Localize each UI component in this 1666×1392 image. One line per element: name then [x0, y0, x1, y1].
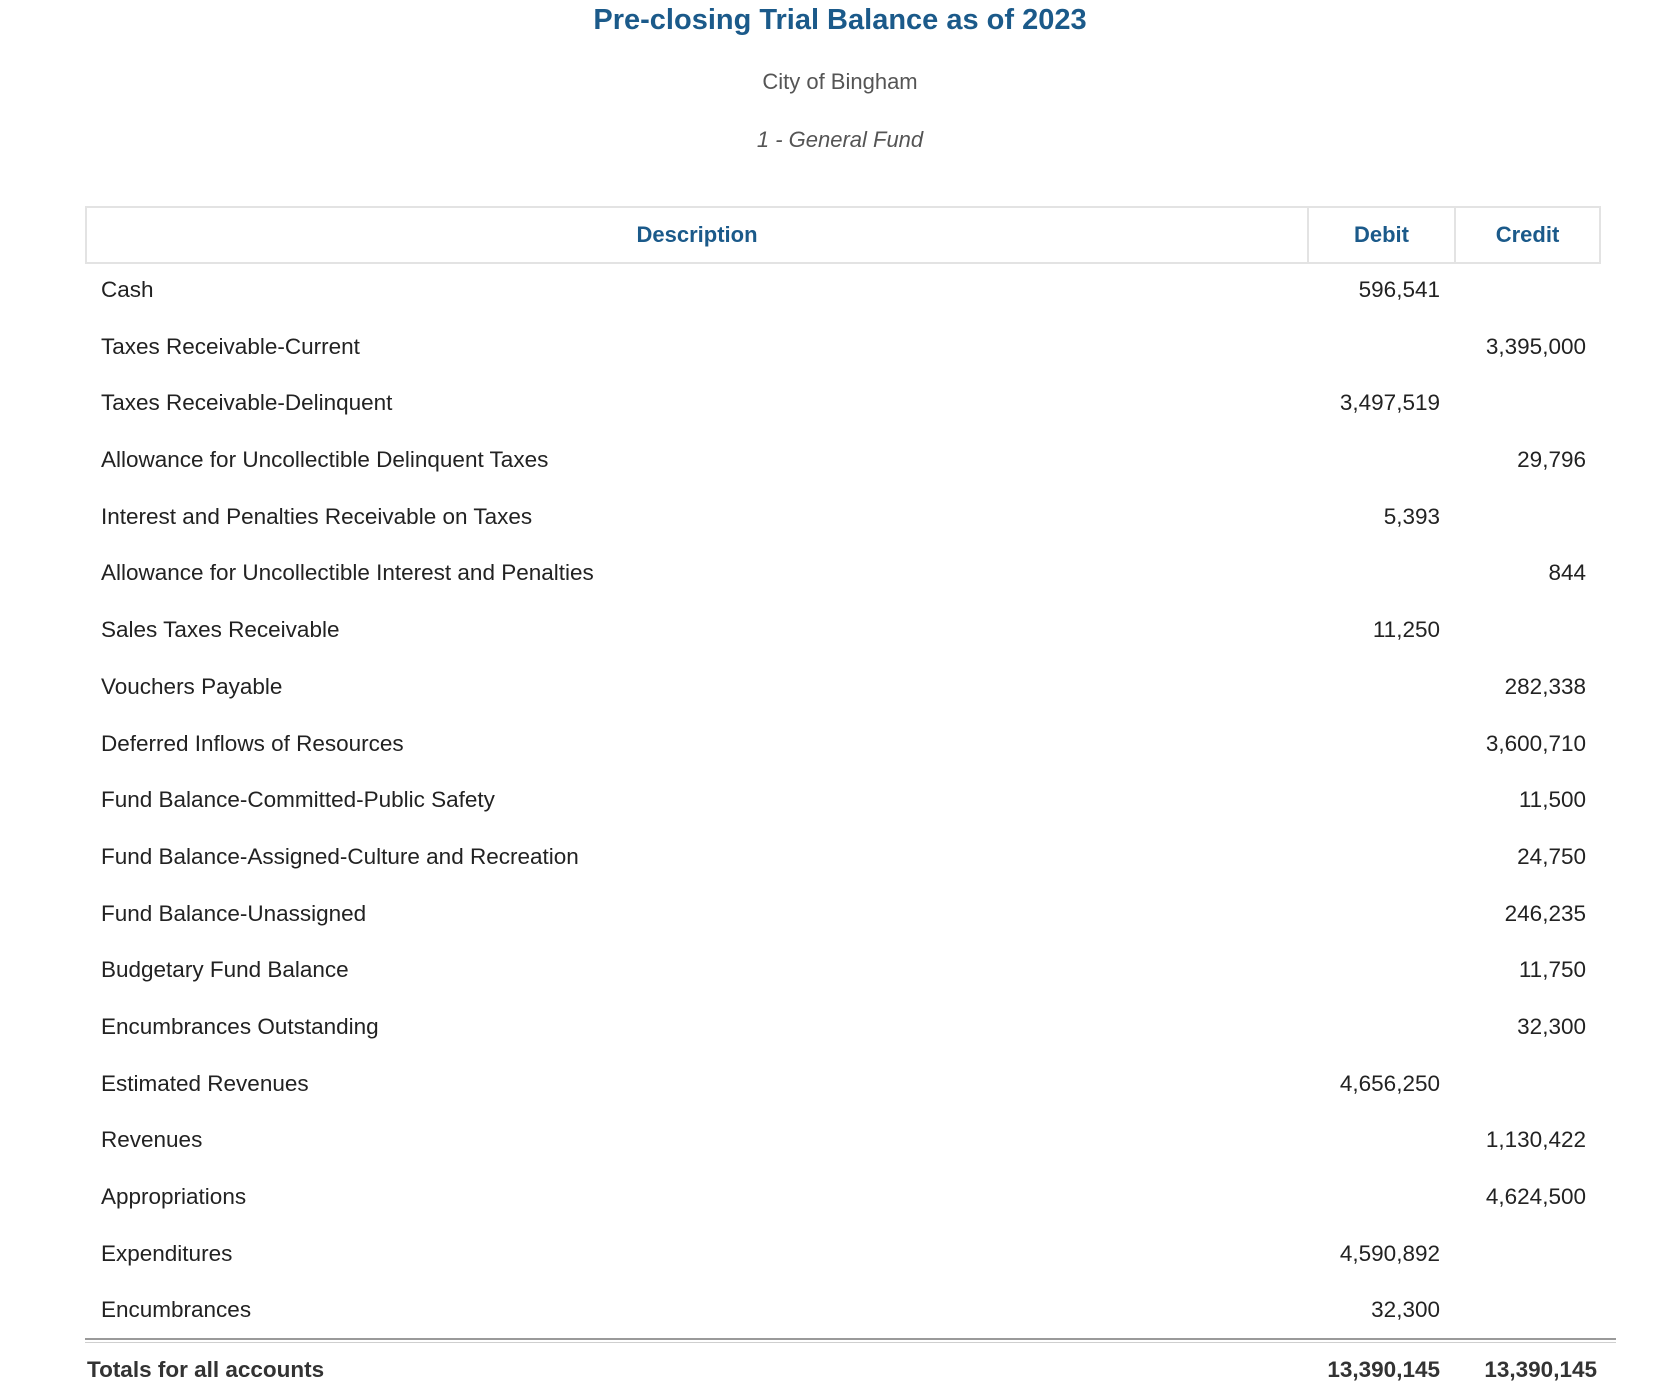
account-description: Encumbrances: [101, 1297, 252, 1323]
total-debit: 13,390,145: [1327, 1357, 1440, 1382]
credit-amount: 11,500: [1518, 787, 1586, 813]
totals-label: Totals for all accounts: [87, 1357, 325, 1382]
account-description: Fund Balance-Assigned-Culture and Recreation: [101, 843, 579, 869]
credit-amount: 246,235: [1504, 900, 1586, 926]
fund-name: 1 - General Fund: [756, 127, 924, 152]
account-description: Deferred Inflows of Resources: [101, 730, 404, 756]
table-row: [85, 432, 1601, 489]
table-row: [85, 1056, 1601, 1113]
table-row: [85, 829, 1601, 886]
credit-amount: 3,395,000: [1485, 333, 1586, 359]
account-description: Allowance for Uncollectible Delinquent Taxes: [101, 447, 549, 473]
table-body: [85, 262, 1601, 1339]
debit-amount: 3,497,519: [1339, 390, 1440, 416]
column-header-description[interactable]: Description: [87, 208, 1309, 262]
account-description: Revenues: [101, 1127, 203, 1153]
account-description: Sales Taxes Receivable: [101, 617, 340, 643]
credit-amount: 24,750: [1517, 843, 1586, 869]
debit-amount: 4,656,250: [1339, 1070, 1440, 1096]
account-description: Interest and Penalties Receivable on Taxes: [101, 503, 533, 529]
credit-amount: 844: [1548, 560, 1586, 586]
table-row: [85, 886, 1601, 943]
totals-row: [85, 1352, 1616, 1388]
debit-amount: 32,300: [1371, 1297, 1440, 1323]
table-row: [85, 319, 1601, 376]
table-row: [85, 489, 1601, 546]
credit-amount: 32,300: [1517, 1013, 1586, 1039]
account-description: Taxes Receivable-Delinquent: [101, 390, 393, 416]
totals-divider: [85, 1338, 1616, 1343]
table-row: [85, 999, 1601, 1056]
account-description: Estimated Revenues: [101, 1070, 309, 1096]
table-row: [85, 942, 1601, 999]
table-row: [85, 545, 1601, 602]
account-description: Fund Balance-Committed-Public Safety: [101, 787, 495, 813]
account-description: Fund Balance-Unassigned: [101, 900, 367, 926]
table-row: [85, 659, 1601, 716]
credit-amount: 3,600,710: [1485, 730, 1586, 756]
table-row: [85, 1226, 1601, 1283]
total-credit: 13,390,145: [1484, 1357, 1597, 1382]
account-description: Appropriations: [101, 1184, 247, 1209]
credit-amount: 1,130,422: [1485, 1127, 1586, 1153]
account-description: Expenditures: [101, 1240, 233, 1266]
table-row: [85, 375, 1601, 432]
account-description: Allowance for Uncollectible Interest and Penalties: [101, 560, 594, 586]
table-row: [85, 1282, 1601, 1339]
column-header-credit[interactable]: Credit: [1495, 222, 1560, 247]
debit-amount: 596,541: [1358, 277, 1440, 302]
debit-amount: 4,590,892: [1339, 1240, 1440, 1266]
table-row: [85, 1112, 1601, 1169]
account-description: Encumbrances Outstanding: [101, 1013, 379, 1039]
account-description: Budgetary Fund Balance: [101, 957, 349, 983]
debit-amount: 5,393: [1383, 503, 1440, 529]
account-description: Cash: [101, 277, 154, 302]
column-header-debit[interactable]: Debit: [1309, 208, 1456, 262]
table-row: [85, 602, 1601, 659]
credit-amount: 29,796: [1517, 447, 1586, 473]
account-description: Taxes Receivable-Current: [101, 333, 360, 359]
table-row: [85, 1169, 1601, 1226]
organization-name: City of Bingham: [762, 69, 918, 94]
report-title: Pre-closing Trial Balance as of 2023: [593, 4, 1087, 36]
credit-amount: 4,624,500: [1485, 1184, 1586, 1209]
credit-amount: 282,338: [1504, 673, 1586, 699]
debit-amount: 11,250: [1372, 617, 1440, 643]
table-row: [85, 772, 1601, 829]
table-row: [85, 716, 1601, 773]
credit-amount: 11,750: [1518, 957, 1586, 983]
table-row: [85, 262, 1601, 319]
table-header: [85, 206, 1601, 264]
account-description: Vouchers Payable: [101, 673, 283, 699]
